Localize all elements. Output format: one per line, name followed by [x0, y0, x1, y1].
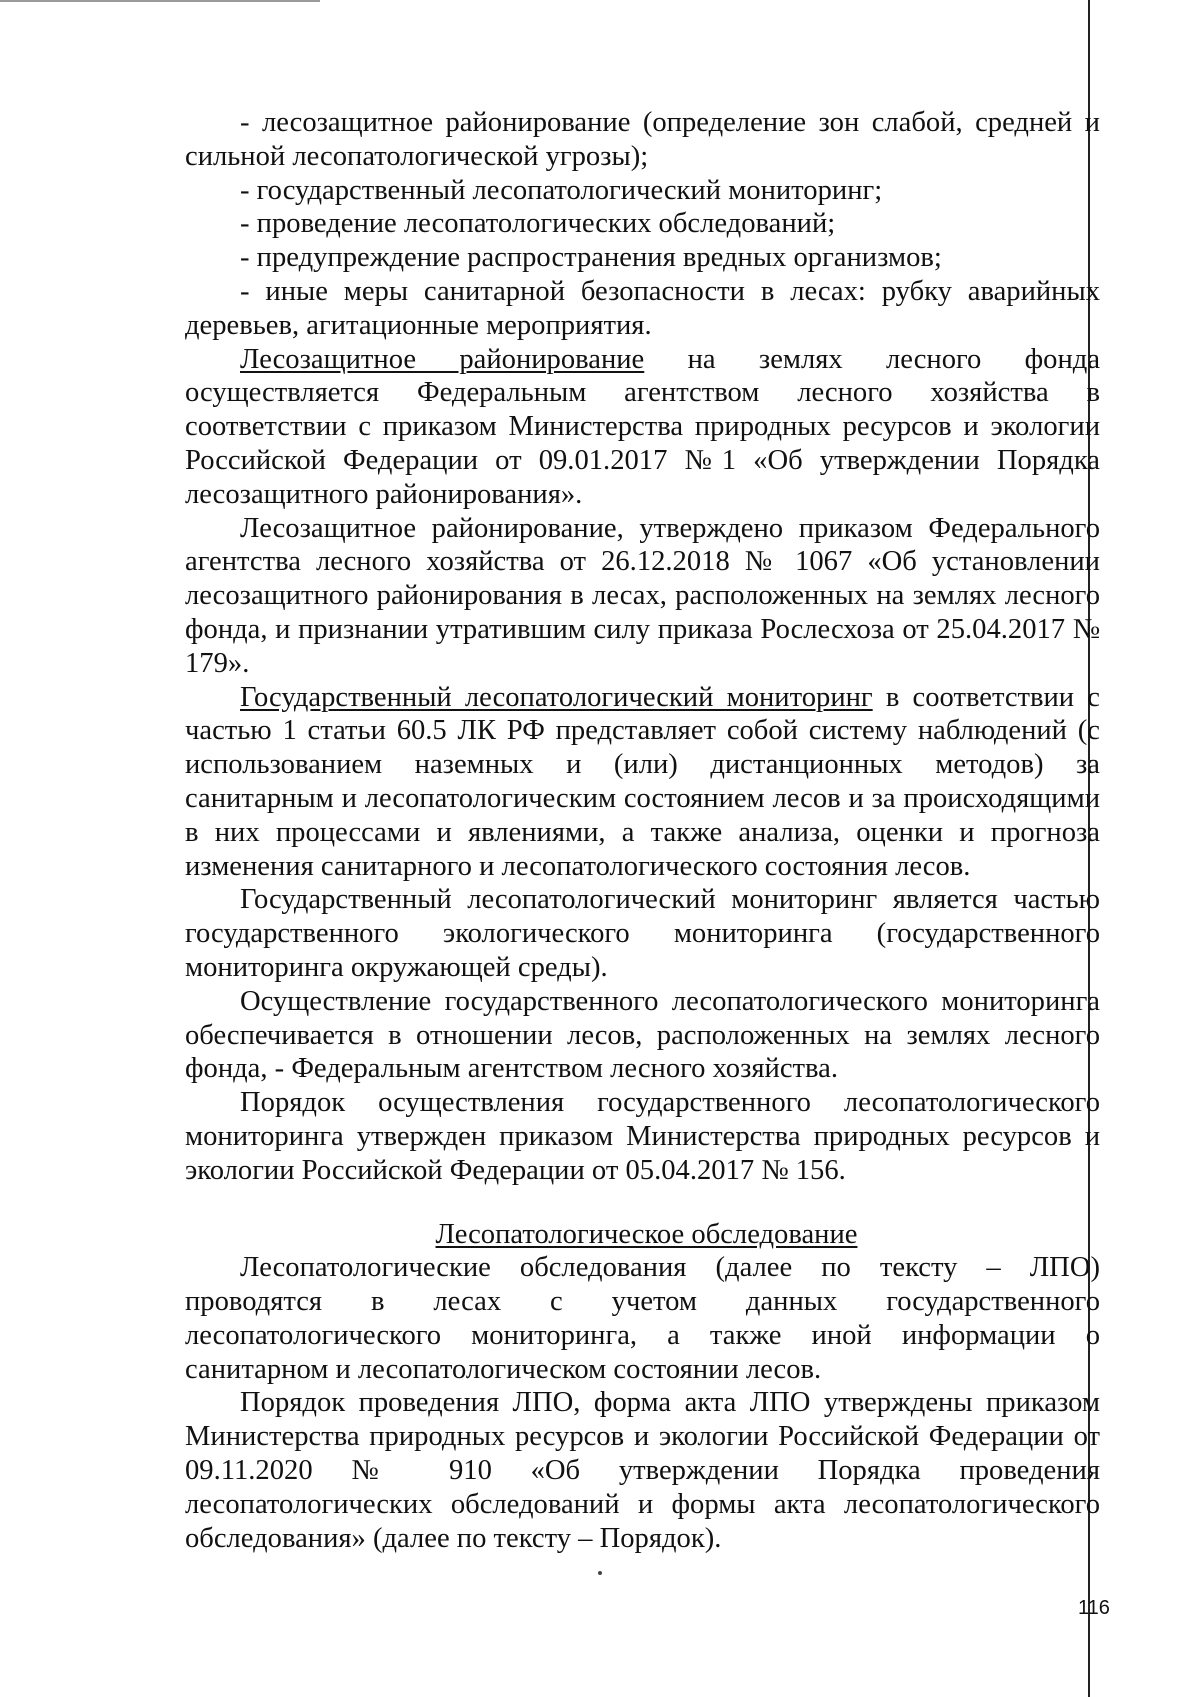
- scan-edge-top: [0, 0, 320, 2]
- spacer: [185, 1188, 1100, 1218]
- document-body: [185, 106, 1100, 1555]
- scan-speck: [598, 1571, 602, 1575]
- list-item: - лесозащитное районирование (определение зон слабой, средней и сильной лесопатологической угрозы);: [185, 107, 1100, 172]
- list-item: - проведение лесопатологических обследований;: [240, 208, 836, 240]
- paragraph-monitoring-text: в соответствии с частью 1 статьи 60.5 ЛК РФ представляет собой систему наблюдений (с использованием наземных и (или) дистанционных методов) за санитарным и лесопатологическим состоянием лесов и за происходящими в них процессами и явлениями, а также анализа, оценки и прогноза изменения санитарного и лесопатологического состояния лесов.: [185, 681, 1100, 882]
- list-item: - иные меры санитарной безопасности в лесах: рубку аварийных деревьев, агитационные мероприятия.: [185, 275, 1100, 341]
- paragraph-monitoring-implementation: Осуществление государственного лесопатологического мониторинга обеспечивается в отношении лесов, расположенных на землях лесного фонда, - Федеральным агентством лесного хозяйства.: [185, 985, 1100, 1085]
- term-zoning: Лесозащитное районирование: [240, 343, 645, 375]
- page-number: 116: [1078, 1597, 1110, 1619]
- list-item: - предупреждение распространения вредных организмов;: [240, 242, 942, 274]
- paragraph-monitoring: [185, 681, 1100, 884]
- paragraph-monitoring-part: Государственный лесопатологический мониторинг является частью государственного экологического мониторинга (государственного мониторинга окружающей среды).: [185, 884, 1100, 983]
- paragraph-monitoring-order: Порядок осуществления государственного лесопатологического мониторинга утвержден приказом Министерства природных ресурсов и экологии Российской Федерации от 05.04.2017 № 156.: [185, 1087, 1100, 1186]
- paragraph-survey-order: Порядок проведения ЛПО, форма акта ЛПО утверждены приказом Министерства природных ресурсов и экологии Российской Федерации от 09.11.2020 № 910 «Об утверждении Порядка проведения лесопатологических обследований и формы акта лесопатологического обследования» (далее по тексту – Порядок).: [185, 1387, 1100, 1554]
- paragraph-survey: Лесопатологические обследования (далее по тексту – ЛПО) проводятся в лесах с учетом данных государственного лесопатологического мониторинга, а также иной информации о санитарном и лесопатологическом состоянии лесов.: [185, 1252, 1100, 1385]
- term-monitoring: Государственный лесопатологический мониторинг: [240, 681, 873, 713]
- paragraph-zoning-order: Лесозащитное районирование, утверждено приказом Федерального агентства лесного хозяйства от 26.12.2018 № 1067 «Об установлении лесозащитного районирования в лесах, расположенных на землях лесного фонда, и признании утратившим силу приказа Рослесхоза от 25.04.2017 № 179».: [185, 512, 1100, 679]
- paragraph-zoning: [185, 343, 1100, 512]
- section-title: Лесопатологическое обследование: [435, 1218, 858, 1250]
- list-item: - государственный лесопатологический мониторинг;: [240, 174, 883, 206]
- paragraph-zoning-text: на землях лесного фонда осуществляется Федеральным агентством лесного хозяйства в соответствии с приказом Министерства природных ресурсов и экологии Российской Федерации от 09.01.2017 №1 «Об утверждении Порядка лесозащитного районирования».: [185, 343, 1101, 510]
